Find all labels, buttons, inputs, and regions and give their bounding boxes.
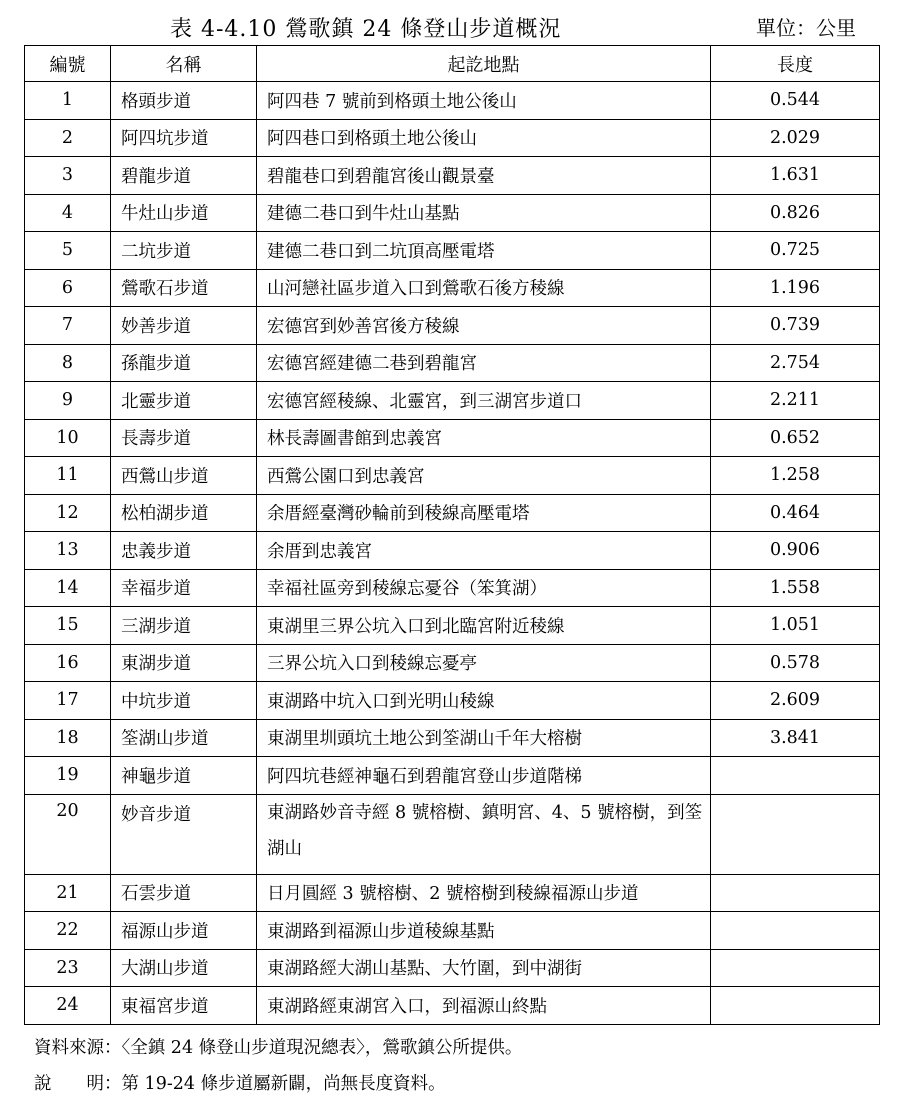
cell-length: 0.739 [711,307,880,345]
cell-route: 日月圓經 3 號榕樹、2 號榕樹到稜線福源山步道 [257,874,711,912]
cell-route: 幸福社區旁到稜線忘憂谷（笨箕湖） [257,569,711,607]
cell-route: 東湖路中坑入口到光明山稜線 [257,682,711,720]
cell-route: 東湖里圳頭坑土地公到筌湖山千年大榕樹 [257,719,711,757]
cell-name: 妙善步道 [111,307,257,345]
explanation-note: 說 明：第 19-24 條步道屬新闢，尚無長度資料。 [34,1074,446,1094]
table-row [25,874,880,912]
table-row [25,987,880,1025]
cell-name: 東福宮步道 [111,987,257,1025]
cell-number: 24 [25,987,111,1025]
cell-number: 5 [25,232,111,270]
cell-name: 碧龍步道 [111,157,257,195]
table-row [25,194,880,232]
cell-length: 1.631 [711,157,880,195]
table-row [25,382,880,420]
unit-label: 單位：公里 [756,16,856,40]
table-row [25,494,880,532]
cell-route: 阿四巷 7 號前到格頭土地公後山 [257,82,711,120]
cell-name: 福源山步道 [111,912,257,950]
cell-length: 1.196 [711,269,880,307]
cell-number: 1 [25,82,111,120]
cell-name: 筌湖山步道 [111,719,257,757]
cell-route: 阿四坑巷經神龜石到碧龍宮登山步道階梯 [257,757,711,795]
cell-length [711,874,880,912]
cell-name: 三湖步道 [111,607,257,645]
cell-name: 妙音步道 [111,794,257,874]
cell-number: 7 [25,307,111,345]
cell-route: 東湖路到福源山步道稜線基點 [257,912,711,950]
cell-length: 0.578 [711,644,880,682]
cell-length: 0.725 [711,232,880,270]
cell-number: 6 [25,269,111,307]
table-row [25,607,880,645]
cell-length: 2.211 [711,382,880,420]
cell-name: 幸福步道 [111,569,257,607]
cell-name: 神龜步道 [111,757,257,795]
cell-name: 長壽步道 [111,419,257,457]
cell-route: 宏德宮到妙善宮後方稜線 [257,307,711,345]
cell-length: 0.906 [711,532,880,570]
table-row [25,419,880,457]
cell-length: 2.029 [711,119,880,157]
cell-length: 1.051 [711,607,880,645]
cell-route: 東湖里三界公坑入口到北臨宮附近稜線 [257,607,711,645]
cell-route: 宏德宮經稜線、北靈宮，到三湖宮步道口 [257,382,711,420]
cell-number: 11 [25,457,111,495]
cell-number: 23 [25,949,111,987]
table-row [25,719,880,757]
cell-name: 西鶯山步道 [111,457,257,495]
table-row [25,532,880,570]
cell-length [711,912,880,950]
cell-route: 余厝到忠義宮 [257,532,711,570]
cell-number: 3 [25,157,111,195]
cell-number: 19 [25,757,111,795]
cell-route: 建德二巷口到牛灶山基點 [257,194,711,232]
table-row [25,269,880,307]
header-length: 長度 [711,46,880,82]
cell-name: 格頭步道 [111,82,257,120]
cell-route: 林長壽圖書館到忠義宮 [257,419,711,457]
table-row [25,307,880,345]
cell-number: 16 [25,644,111,682]
cell-number: 15 [25,607,111,645]
cell-name: 北靈步道 [111,382,257,420]
header-name: 名稱 [111,46,257,82]
cell-route: 建德二巷口到二坑頂高壓電塔 [257,232,711,270]
table-row [25,757,880,795]
cell-number: 4 [25,194,111,232]
cell-number: 21 [25,874,111,912]
cell-route: 碧龍巷口到碧龍宮後山觀景臺 [257,157,711,195]
cell-route: 東湖路妙音寺經 8 號榕樹、鎮明宮、4、5 號榕樹，到筌湖山 [257,794,711,874]
cell-number: 20 [25,794,111,874]
header-row [25,46,880,82]
cell-name: 大湖山步道 [111,949,257,987]
cell-route: 阿四巷口到格頭土地公後山 [257,119,711,157]
cell-length [711,757,880,795]
cell-name: 二坑步道 [111,232,257,270]
cell-number: 18 [25,719,111,757]
cell-name: 鶯歌石步道 [111,269,257,307]
cell-length [711,987,880,1025]
table-row [25,82,880,120]
cell-number: 14 [25,569,111,607]
title-line [0,12,900,44]
header-number: 編號 [25,46,111,82]
cell-number: 10 [25,419,111,457]
table-row [25,794,880,874]
table-row [25,119,880,157]
table-row [25,457,880,495]
table-row [25,232,880,270]
table-row [25,682,880,720]
cell-name: 忠義步道 [111,532,257,570]
cell-length: 0.544 [711,82,880,120]
table-row [25,569,880,607]
cell-route: 東湖路經東湖宮入口，到福源山終點 [257,987,711,1025]
cell-length: 1.558 [711,569,880,607]
cell-number: 22 [25,912,111,950]
cell-name: 中坑步道 [111,682,257,720]
cell-name: 東湖步道 [111,644,257,682]
cell-number: 8 [25,344,111,382]
cell-number: 9 [25,382,111,420]
cell-length: 0.652 [711,419,880,457]
cell-route: 山河戀社區步道入口到鶯歌石後方稜線 [257,269,711,307]
table-row [25,157,880,195]
cell-length: 1.258 [711,457,880,495]
cell-route: 西鶯公園口到忠義宮 [257,457,711,495]
cell-name: 石雲步道 [111,874,257,912]
cell-number: 2 [25,119,111,157]
cell-name: 松柏湖步道 [111,494,257,532]
table-row [25,644,880,682]
table-title: 表 4-4.10 鶯歌鎮 24 條登山步道概況 [170,17,562,42]
cell-length: 3.841 [711,719,880,757]
source-note: 資料來源：〈全鎮 24 條登山步道現況總表〉，鶯歌鎮公所提供。 [34,1038,523,1058]
header-route: 起訖地點 [257,46,711,82]
cell-route: 余厝經臺灣砂輪前到稜線高壓電塔 [257,494,711,532]
cell-route: 宏德宮經建德二巷到碧龍宮 [257,344,711,382]
cell-length [711,949,880,987]
cell-length [711,794,880,874]
cell-length: 0.826 [711,194,880,232]
cell-number: 13 [25,532,111,570]
trail-table [24,45,880,1025]
cell-number: 17 [25,682,111,720]
cell-name: 孫龍步道 [111,344,257,382]
cell-name: 牛灶山步道 [111,194,257,232]
cell-length: 0.464 [711,494,880,532]
cell-length: 2.754 [711,344,880,382]
notes [34,1030,522,1102]
cell-name: 阿四坑步道 [111,119,257,157]
table-row [25,949,880,987]
table-row [25,344,880,382]
cell-length: 2.609 [711,682,880,720]
table-row [25,912,880,950]
cell-route: 東湖路經大湖山基點、大竹圍，到中湖街 [257,949,711,987]
cell-number: 12 [25,494,111,532]
table-body [25,82,880,1025]
cell-route: 三界公坑入口到稜線忘憂亭 [257,644,711,682]
